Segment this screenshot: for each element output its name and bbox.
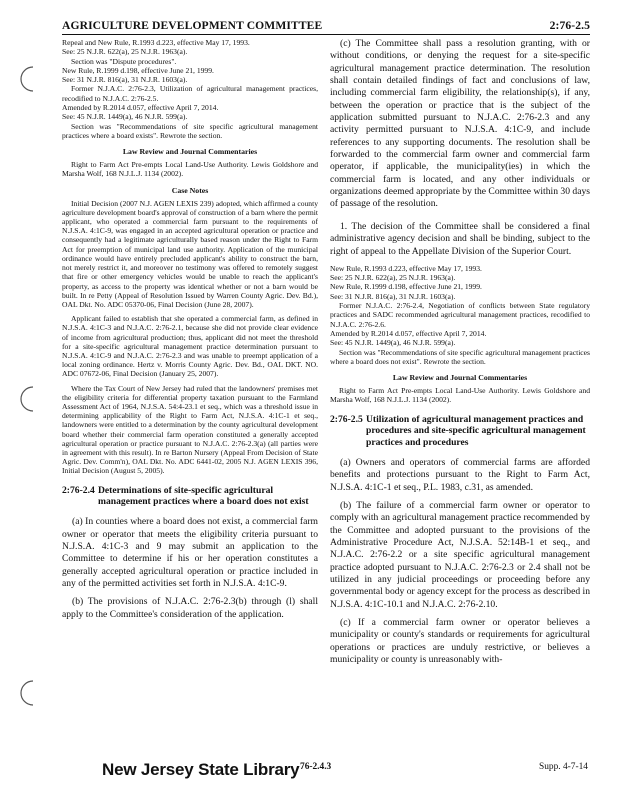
history-line: Amended by R.2014 d.057, effective April 7, 2014. bbox=[62, 103, 219, 113]
case-notes-heading: Case Notes bbox=[171, 185, 209, 195]
section-paragraph: (c) If a commercial farm owner or operator believes a municipality or county's standards or requirements for agricultural operations or practices are unduly restrictive, or believes a municipality or county is unreasonably with- bbox=[330, 617, 590, 666]
history-line: Former N.J.A.C. 2:76-2.3, Utilization of agricultural management practices, recodified to N.J.A.C. 2:76-2.5. bbox=[62, 84, 318, 103]
section-heading-2-76-2-5 bbox=[330, 414, 590, 449]
header-section-number: 2:76-2.5 bbox=[549, 19, 590, 32]
history-line: Section was "Dispute procedures". bbox=[71, 56, 177, 66]
history-line: Amended by R.2014 d.057, effective April 7, 2014. bbox=[330, 328, 487, 338]
running-header bbox=[62, 12, 590, 35]
history-note bbox=[62, 38, 318, 140]
page-number: 76-2.4.3 bbox=[300, 762, 332, 772]
history-line: Section was "Recommendations of site specific agricultural management practices where a board exists". Rewrote the section. bbox=[62, 121, 318, 140]
history-line: See: 31 N.J.R. 816(a), 31 N.J.R. 1603(a). bbox=[330, 291, 456, 301]
section-paragraph: (a) In counties where a board does not exist, a commercial farm owner or operator that meets the eligibility criteria pursuant to N.J.S.A. 4:1C-3 and 9 may submit an application to the Committee to determine if his or her operation constitutes a generally accepted agricultural operation or practice included in any of the permitted activities set forth in N.J.S.A. 4:1C-9. bbox=[62, 516, 318, 589]
punch-hole-icon bbox=[13, 678, 37, 708]
punch-hole-icon bbox=[13, 64, 37, 94]
section-number: 2:76-2.5 bbox=[330, 413, 363, 425]
header-chapter-title: AGRICULTURE DEVELOPMENT COMMITTEE bbox=[62, 19, 323, 32]
case-note: Initial Decision (2007 N.J. AGEN LEXIS 239) adopted, which affirmed a county agriculture development board's approval of construction of a barn where the permit applicant, who operated a commercial farm pursuant to the requirements of N.J.S.A. 4:1C-9, was engaged in an accepted agricultural operation or practice and consequently had a legitimate agriculturally based reason under the Right to Farm Act for preemption of municipal land use authority. Application of the municipal ordinance would have entirely precluded applicant's ability to construct the barn, not merely restrict it, and moreover no testimony was offered to remotely suggest that fire or other emergency vehicles would be unable to reach the applicant's property, as access to the property was identical whether or not a barn would be built. In re Petty (Appeal of Resolution Issued by Warren County Agric. Dev. Bd.), OAL Dkt. No. ADC 05370-06, Final Decision (June 28, 2007). bbox=[62, 198, 318, 309]
section-paragraph: (b) The provisions of N.J.A.C. 2:76-2.3(b) through (l) shall apply to the Committee's consideration of the application. bbox=[62, 596, 318, 620]
punch-hole-icon bbox=[13, 384, 37, 414]
case-note: Where the Tax Court of New Jersey had ruled that the landowners' premises met the eligibility criteria for differential property taxation pursuant to the Farmland Assessment Act of 1964, N.J.S.A. 54:4-23.1 et seq., which was a threshold issue in determining applicability of the Right to Farm Act, N.J.S.A. 4:1C-1 et seq., landowners were entitled to a determination by the county agricultural development board whether their commercial farm operation constituted a generally accepted agricultural operation or practice pursuant to N.J.A.C. 2:76-2.3(a) (all parties were in agreement with this result). In re Barton Nursery (Appeal From Decision of State Agric. Dev. Comm'n), OAL Dkt. No. ADC 6441-02, 2005 N.J. AGEN LEXIS 396, Initial Decision (August 5, 2005). bbox=[62, 383, 318, 476]
history-note bbox=[330, 264, 590, 366]
history-line: See: 25 N.J.R. 622(a), 25 N.J.R. 1963(a). bbox=[62, 47, 188, 57]
left-column bbox=[62, 38, 318, 627]
section-heading-2-76-2-4 bbox=[62, 485, 318, 509]
history-line: New Rule, R.1993 d.223, effective May 17, 1993. bbox=[330, 263, 482, 273]
law-review-text: Right to Farm Act Pre-empts Local Land-Use Authority. Lewis Goldshore and Marsha Wolf, 168 N.J.L.J. 1134 (2002). bbox=[62, 160, 318, 179]
library-stamp: New Jersey State Library bbox=[102, 760, 300, 779]
history-line: Repeal and New Rule, R.1993 d.223, effective May 17, 1993. bbox=[62, 38, 250, 47]
law-review-heading: Law Review and Journal Commentaries bbox=[122, 147, 258, 157]
section-number: 2:76-2.4 bbox=[62, 484, 95, 496]
history-line: Section was "Recommendations of site specific agricultural management practices where a board does not exist". Rewrote the section. bbox=[330, 347, 590, 366]
history-line: See: 45 N.J.R. 1449(a), 46 N.J.R. 599(a). bbox=[330, 338, 456, 348]
case-note: Applicant failed to establish that she operated a commercial farm, as defined in N.J.S.A. 4:1C-3 and N.J.A.C. 2:76-2.1, because she did not provide clear evidence of income from agricultural production; thus, applicant did not meet the threshold for a site-specific agricultural management practice determination pursuant to N.J.S.A. 4:1C-9 and N.J.A.C. 2:76-2.3 and was unable to preempt application of a local zoning ordinance. Hertz v. Morris County Agric. Dev. Bd., OAL DKT. NO. ADC 07672-06, Final Decision (January 25, 2007). bbox=[62, 314, 318, 379]
history-line: Former N.J.A.C. 2:76-2.4, Negotiation of conflicts between State regulatory practices and SADC recommended agricultural management practices, recodified to N.J.A.C. 2:76-2.6. bbox=[330, 301, 590, 329]
section-paragraph: 1. The decision of the Committee shall be considered a final administrative agency decision and shall be binding, subject to the right of appeal to the Appellate Division of the Superior Court. bbox=[330, 220, 590, 257]
section-paragraph: (a) Owners and operators of commercial farms are afforded benefits and protections pursuant to the Right to Farm Act, N.J.S.A. 4:1C-1 et seq., P.L. 1983, c.31, as amended. bbox=[330, 456, 590, 493]
section-paragraph: (c) The Committee shall pass a resolution granting, with or without conditions, or denying the request for a site-specific agricultural management practice determination. The resolution shall contain detailed findings of fact and conclusions of law, including commercial farm eligibility, the relationship(s), if any, between the operation or practice that is the subject of the application submitted pursuant to N.J.A.C. 2:76-2.3 and any activity permitted pursuant to N.J.S.A. 4:1C-9, and include references to any supporting documents. The resolution shall be forwarded to the commercial farm owner and commercial farm operator, if applicable, the municipality(ies) in which the commercial farm is located, and any other individuals or organizations deemed appropriate by the Committee within 30 days of passage of the resolution. bbox=[330, 38, 590, 210]
section-paragraph: (b) The failure of a commercial farm owner or operator to comply with an agricultural management practice recommended by the Committee and adopted pursuant to the provisions of the Administrative Procedure Act, N.J.S.A. 52:14B-1 et seq., and N.J.A.C. 2:76-2.2 or a site specific agricultural management practice adopted pursuant to N.J.A.C. 2:76-2.3 or 2.4 shall not be utilized in any judicial proceedings or proceeding before any governmental body or agency except for the process as described in N.J.S.A. 4:1C-10.1 and N.J.A.C. 2:76-2.10. bbox=[330, 499, 590, 610]
right-column bbox=[330, 38, 590, 672]
history-line: See: 25 N.J.R. 622(a), 25 N.J.R. 1963(a). bbox=[330, 273, 456, 283]
history-line: See: 45 N.J.R. 1449(a), 46 N.J.R. 599(a). bbox=[62, 112, 188, 122]
section-title: Determinations of site-specific agricultural management practices where a board does not exist bbox=[98, 484, 309, 508]
section-title: Utilization of agricultural management practices and procedures and site-specific agricultural management practices and procedures bbox=[366, 413, 586, 449]
history-line: See: 31 N.J.R. 816(a), 31 N.J.R. 1603(a). bbox=[62, 75, 188, 85]
law-review-text: Right to Farm Act Pre-empts Local Land-Use Authority. Lewis Goldshore and Marsha Wolf, 168 N.J.L.J. 1134 (2002). bbox=[330, 386, 590, 405]
supplement-date: Supp. 4-7-14 bbox=[539, 762, 588, 772]
history-line: New Rule, R.1999 d.198, effective June 21, 1999. bbox=[62, 65, 214, 75]
law-review-heading: Law Review and Journal Commentaries bbox=[392, 373, 528, 383]
history-line: New Rule, R.1999 d.198, effective June 21, 1999. bbox=[330, 282, 482, 292]
